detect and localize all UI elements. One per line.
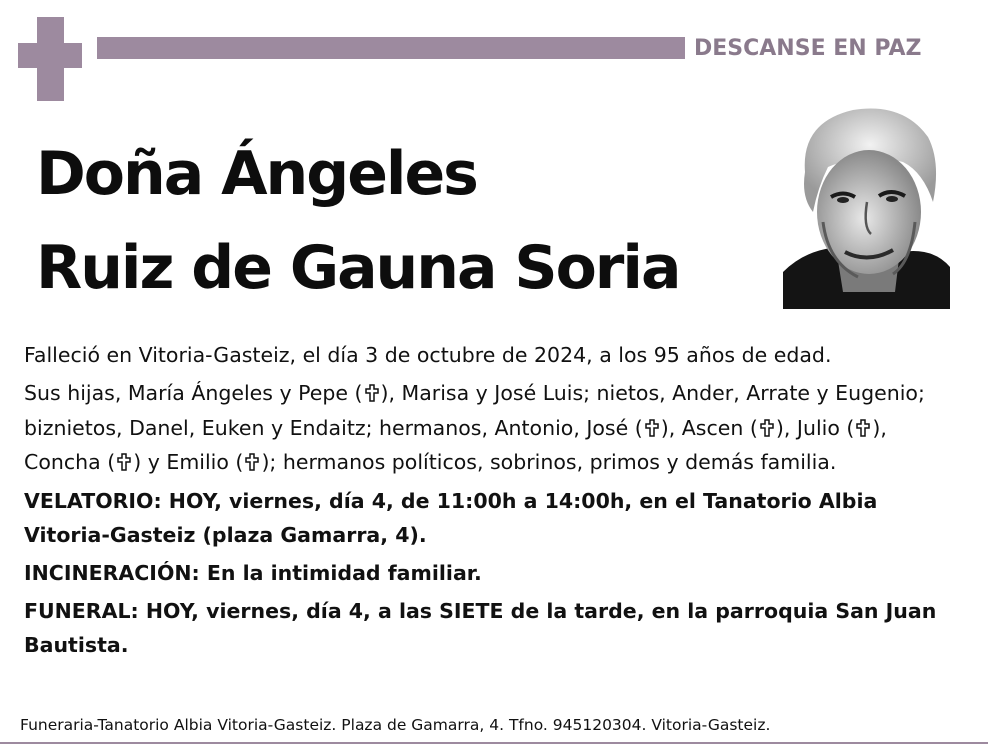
relatives-text: ), Marisa y José Luis; nietos, Ander, Arrate y Eugenio; biznietos, Danel, Euken y Endaitz; hermanos, Antonio, José ( [24, 381, 925, 440]
header-label: DESCANSE EN PAZ [694, 36, 922, 61]
relatives-text: ), Ascen ( [660, 415, 758, 440]
relatives-text: ), Julio ( [775, 415, 855, 440]
relatives-paragraph [24, 376, 964, 480]
relatives-text: ), Concha ( [24, 415, 887, 474]
portrait-photo [783, 102, 950, 309]
footer-text: Funeraria-Tanatorio Albia Vitoria-Gasteiz. Plaza de Gamarra, 4. Tfno. 945120304. Vitoria-Gasteiz. [20, 716, 771, 734]
funeral-info: FUNERAL: HOY, viernes, día 4, a las SIETE de la tarde, en la parroquia San Juan Bautista. [24, 598, 937, 657]
cross-icon [643, 419, 661, 437]
death-announcement: Falleció en Vitoria-Gasteiz, el día 3 de octubre de 2024, a los 95 años de edad. [24, 343, 832, 367]
cross-icon [243, 453, 261, 471]
deceased-name-line2: Ruiz de Gauna Soria [36, 233, 680, 303]
incineracion-info: INCINERACIÓN: En la intimidad familiar. [24, 560, 482, 585]
relatives-text: ) y Emilio ( [133, 450, 244, 474]
cross-icon [363, 384, 381, 402]
cross-icon-horizontal [18, 43, 82, 68]
header-bar [97, 37, 685, 59]
cross-icon [854, 419, 872, 437]
velatorio-info: VELATORIO: HOY, viernes, día 4, de 11:00h a 14:00h, en el Tanatorio Albia Vitoria-Gasteiz (plaza Gamarra, 4). [24, 488, 878, 547]
cross-icon [758, 419, 776, 437]
cross-icon [115, 453, 133, 471]
notice-body [24, 338, 964, 662]
relatives-text: ); hermanos políticos, sobrinos, primos y demás familia. [261, 450, 837, 474]
relatives-text: Sus hijas, María Ángeles y Pepe ( [24, 381, 363, 405]
footer-divider [0, 742, 988, 744]
deceased-name-line1: Doña Ángeles [36, 139, 477, 209]
